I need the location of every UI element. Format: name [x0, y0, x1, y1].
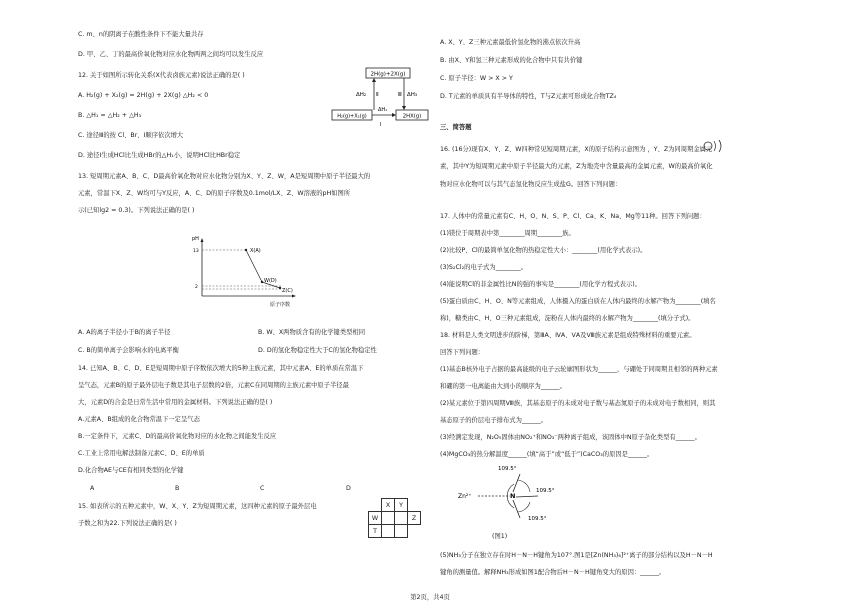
path-3-label: Ⅲ	[398, 92, 402, 98]
q14-option-b: B.一定条件下，元素C、D的最高价氧化物对应的水化物之间能发生反应	[78, 433, 277, 440]
q12-energy-cycle-diagram	[330, 66, 430, 130]
q18-part5-line1: (5)NH₃分子在独立存在时H－N－H键角为107°.图1是[Zn(NH₃)₆]²⁺离子的部分结构以及H－N－H	[440, 552, 713, 559]
right-box-label: 2HX(g)	[402, 113, 422, 120]
label-w-d: W(D)	[264, 278, 277, 284]
q14-choice-d: D	[346, 485, 351, 492]
q15-option-d: D. T元素的单质具有半导体的特性，T与Z元素可形成化合物TZ₄	[440, 93, 617, 100]
path-1-label: Ⅰ	[380, 122, 382, 128]
table-cell	[395, 525, 408, 538]
q14-choice-a: A	[90, 485, 95, 492]
label-z-c: Z(C)	[282, 288, 293, 294]
q18-part2-line1: (2)某元素位于第四周期Ⅷ族，其基态原子的未成对电子数与基态氮原子的未成对电子数相同，则其	[440, 400, 716, 407]
atom-structure-diagram	[700, 138, 726, 154]
table-cell	[382, 512, 395, 525]
y-axis-label: pH	[192, 236, 199, 242]
q12-option-a: A. H₂(g) + X₂(g) = 2H(g) + 2X(g) △H₂ < 0	[78, 92, 209, 99]
n-h-bond-1	[513, 474, 520, 492]
q15-stem-line2: 子数之和为22.下列说法正确的是( )	[78, 520, 177, 527]
tick-13: 13	[193, 249, 199, 254]
q13-option-c: C. B的简单离子会影响水的电离平衡	[78, 347, 179, 354]
q14-choice-c: C	[260, 485, 265, 492]
q11-option-c: C. m、n的阴离子在酸性条件下不能大量共存	[78, 31, 204, 38]
q14-stem-line2: 呈气态，元素B的原子最外层电子数是其电子层数的2倍，元素C在同周期的主族元素中原子半径最	[78, 382, 349, 389]
q16-stem-line1: 16. (16分)现有X、Y、Z、W四种常见短周期元素，X的原子结构示意图为 ，Y、Z为同周期金属元	[440, 146, 713, 153]
table-cell: W	[369, 512, 382, 525]
q18-part1-line2: 和硼的第一电离能由大到小的顺序为______。	[440, 383, 566, 390]
table-row	[369, 512, 421, 525]
q14-stem-line3: 大，元素D的合金是日常生活中常用的金属材料。下列说法正确的是( )	[78, 399, 273, 406]
angle-arc-2	[518, 502, 530, 512]
q17-part2: (2)比较P、Cl的最简单氢化物的热稳定性大小：________(用化学式表示)。	[440, 247, 647, 254]
q17-part1: (1)镁位于周期表中第________周期________族。	[440, 230, 575, 237]
table-cell: Y	[395, 499, 408, 512]
dh1-label: ΔH₁	[378, 107, 388, 113]
q14-choice-b: B	[175, 485, 180, 492]
path-1-arrowhead	[392, 113, 396, 117]
q11-option-d: D. 甲、乙、丁的最高价氧化物对应水化物两两之间均可以发生反应	[78, 51, 264, 58]
q13-stem-line1: 13. 短周期元素A、B、C、D最高价氧化物对应水化物分别为X、Y、Z、W，A是短周期中原子半径最大的	[78, 173, 371, 180]
q15-option-a: A. X、Y、Z三种元素最低价氢化物的沸点依次升高	[440, 39, 581, 46]
tick-2: 2	[195, 285, 198, 290]
angle-label-2: 109.5°	[536, 488, 555, 494]
y-axis-arrowhead	[201, 238, 204, 242]
q14-option-c: C.工业上常用电解法制备元素C、D、E的单质	[78, 450, 205, 457]
path-2-label: Ⅱ	[376, 92, 379, 98]
q17-stem: 17. 人体中的常量元素有C、H、O、N、S、P、Cl、Ca、K、Na、Mg等11种。回答下列问题：	[440, 213, 706, 220]
table-row	[369, 525, 421, 538]
q17-part5-line1: (5)蛋白质由C、H、O、N等元素组成，人体摄入的蛋白质在人体内最终的水解产物为________(填名	[440, 298, 716, 305]
q15-option-c: C. 原子半径：W > X > Y	[440, 75, 513, 82]
q14-stem-line1: 14. 已知A、B、C、D、E是短周期中原子序数依次增大的5种主族元素，其中元素A、E的单质在常温下	[78, 365, 364, 372]
q17-part3: (3)S₂Cl₂的电子式为________。	[440, 264, 528, 271]
q15-stem-line1: 15. 如表所示的五种元素中，W、X、Y、Z为短周期元素，这四种元素的原子最外层电	[78, 503, 317, 510]
dh2-label: ΔH₂	[356, 92, 367, 98]
q13-ph-plot	[190, 230, 300, 310]
table-cell	[369, 499, 382, 512]
zn-ion-label: Zn²⁺	[458, 493, 472, 500]
label-x-a: X(A)	[250, 248, 261, 254]
q12-stem: 12. 关于如图所示转化关系(X代表卤族元素)说法正确的是( )	[78, 72, 245, 79]
q13-option-d: D. D的氢化物稳定性大于C的氢化物稳定性	[258, 347, 377, 354]
nucleus-circle	[704, 142, 712, 150]
x-axis-label: 原子序数	[270, 302, 291, 308]
q16-stem-line2: 素，其中Y为短周期元素中原子半径最大的元素，Z为地壳中含量最高的金属元素，W的最高价氧化	[440, 163, 713, 170]
electron-shell-1	[714, 141, 716, 151]
q18-part5-line2: 键角的测量值。解释NH₃形成如图1配合物后H－N－H键角变大的原因：______。	[440, 569, 666, 576]
angle-label-1: 109.5°	[498, 466, 517, 472]
point-z-c	[279, 287, 281, 289]
q16-stem-line3: 物对应水化物可以与其气态氢化物反应生成盐G。回答下列问题：	[440, 181, 622, 188]
zn-complex-figure	[458, 462, 568, 532]
table-row	[369, 499, 421, 512]
left-box-label: H₂(g)+X₂(g)	[337, 113, 367, 120]
page-footer: 第2页，共4页	[410, 594, 450, 601]
nitrogen-atom: N	[510, 492, 516, 500]
path-3-arrowhead	[402, 106, 406, 110]
table-cell	[408, 525, 421, 538]
q14-option-a: A.元素A、B组成的化合物常温下一定呈气态	[78, 416, 200, 423]
x-axis-arrowhead	[292, 295, 296, 298]
path-2-arrowhead	[372, 78, 376, 82]
table-cell: T	[369, 525, 382, 538]
electron-shell-2	[719, 140, 721, 152]
table-cell	[382, 525, 395, 538]
n-h-bond-3	[513, 500, 520, 518]
q18-part2-line2: 基态原子的价层电子排布式为______。	[440, 417, 548, 424]
q12-option-d: D. 途径Ⅰ生成HCl比生成HBr的△H₁小，说明HCl比HBr稳定	[78, 152, 241, 159]
angle-label-3: 109.5°	[528, 516, 547, 522]
table-cell: X	[382, 499, 395, 512]
q13-option-a: A. A的离子半径小于B的离子半径	[78, 329, 171, 336]
q13-stem-line2: 元素，常温下X、Z、W均可与Y反应，A、C、D的原子序数及0.1mol/LX、Z、W溶液的pH如图所	[78, 190, 351, 197]
q18-part1-line1: (1)基态B核外电子占据的最高能级的电子云轮廓图形状为______，与硼处于同周期且相邻的两种元素	[440, 366, 718, 373]
table-cell	[408, 499, 421, 512]
q13-stem-line3: 示(已知lg2 = 0.3)。下列说法正确的是( )	[78, 207, 195, 214]
n-h-bond-2	[516, 496, 538, 497]
q14-option-d: D.化合物AE与CE有相同类型的化学键	[78, 467, 184, 474]
table-cell	[395, 512, 408, 525]
q18-stem: 18. 材料是人类文明进步的阶梯，第ⅢA、ⅣA、ⅤA及Ⅷ族元素是组成特殊材料的重要元素。	[440, 332, 696, 339]
q17-part5-line2: 称)，糖类由C、H、O三种元素组成，淀粉在人体内最终的水解产物为________(填分子式)。	[440, 315, 695, 322]
table-cell: Z	[408, 512, 421, 525]
angle-arc-1	[518, 480, 530, 492]
trend-line	[246, 250, 262, 282]
section-heading: 三、简答题	[440, 124, 472, 131]
dh3-label: ΔH₃	[407, 92, 418, 98]
q18-instruction: 回答下列问题：	[440, 349, 485, 356]
q17-part4: (4)能说明Cl的非金属性比N的强的事实是________(用化学方程式表示)。	[440, 281, 642, 288]
q18-part3: (3)经测定发现，N₂O₅固体由NO₂⁺和NO₃⁻两种离子组成，该固体中N原子杂化类型有______。	[440, 434, 701, 441]
q18-part4: (4)MgCO₃的热分解温度______(填“高于”或“低于”)CaCO₃的原因是______。	[440, 451, 654, 458]
top-box-label: 2H(g)+2X(g)	[370, 71, 406, 78]
q12-option-b: B. △H₁ = △H₂ + △H₃	[78, 112, 142, 119]
q13-option-b: B. W、X两物质含有的化学键类型相同	[258, 329, 366, 336]
q12-option-c: C. 途径Ⅲ的按 Cl、Br、I顺序依次增大	[78, 132, 184, 139]
q15-option-b: B. 由X、Y和氢三种元素形成的化合物中只有共价键	[440, 57, 583, 64]
q15-element-table	[368, 498, 421, 538]
figure-1-caption: (图1)	[492, 533, 508, 540]
point-w-d	[261, 281, 263, 283]
